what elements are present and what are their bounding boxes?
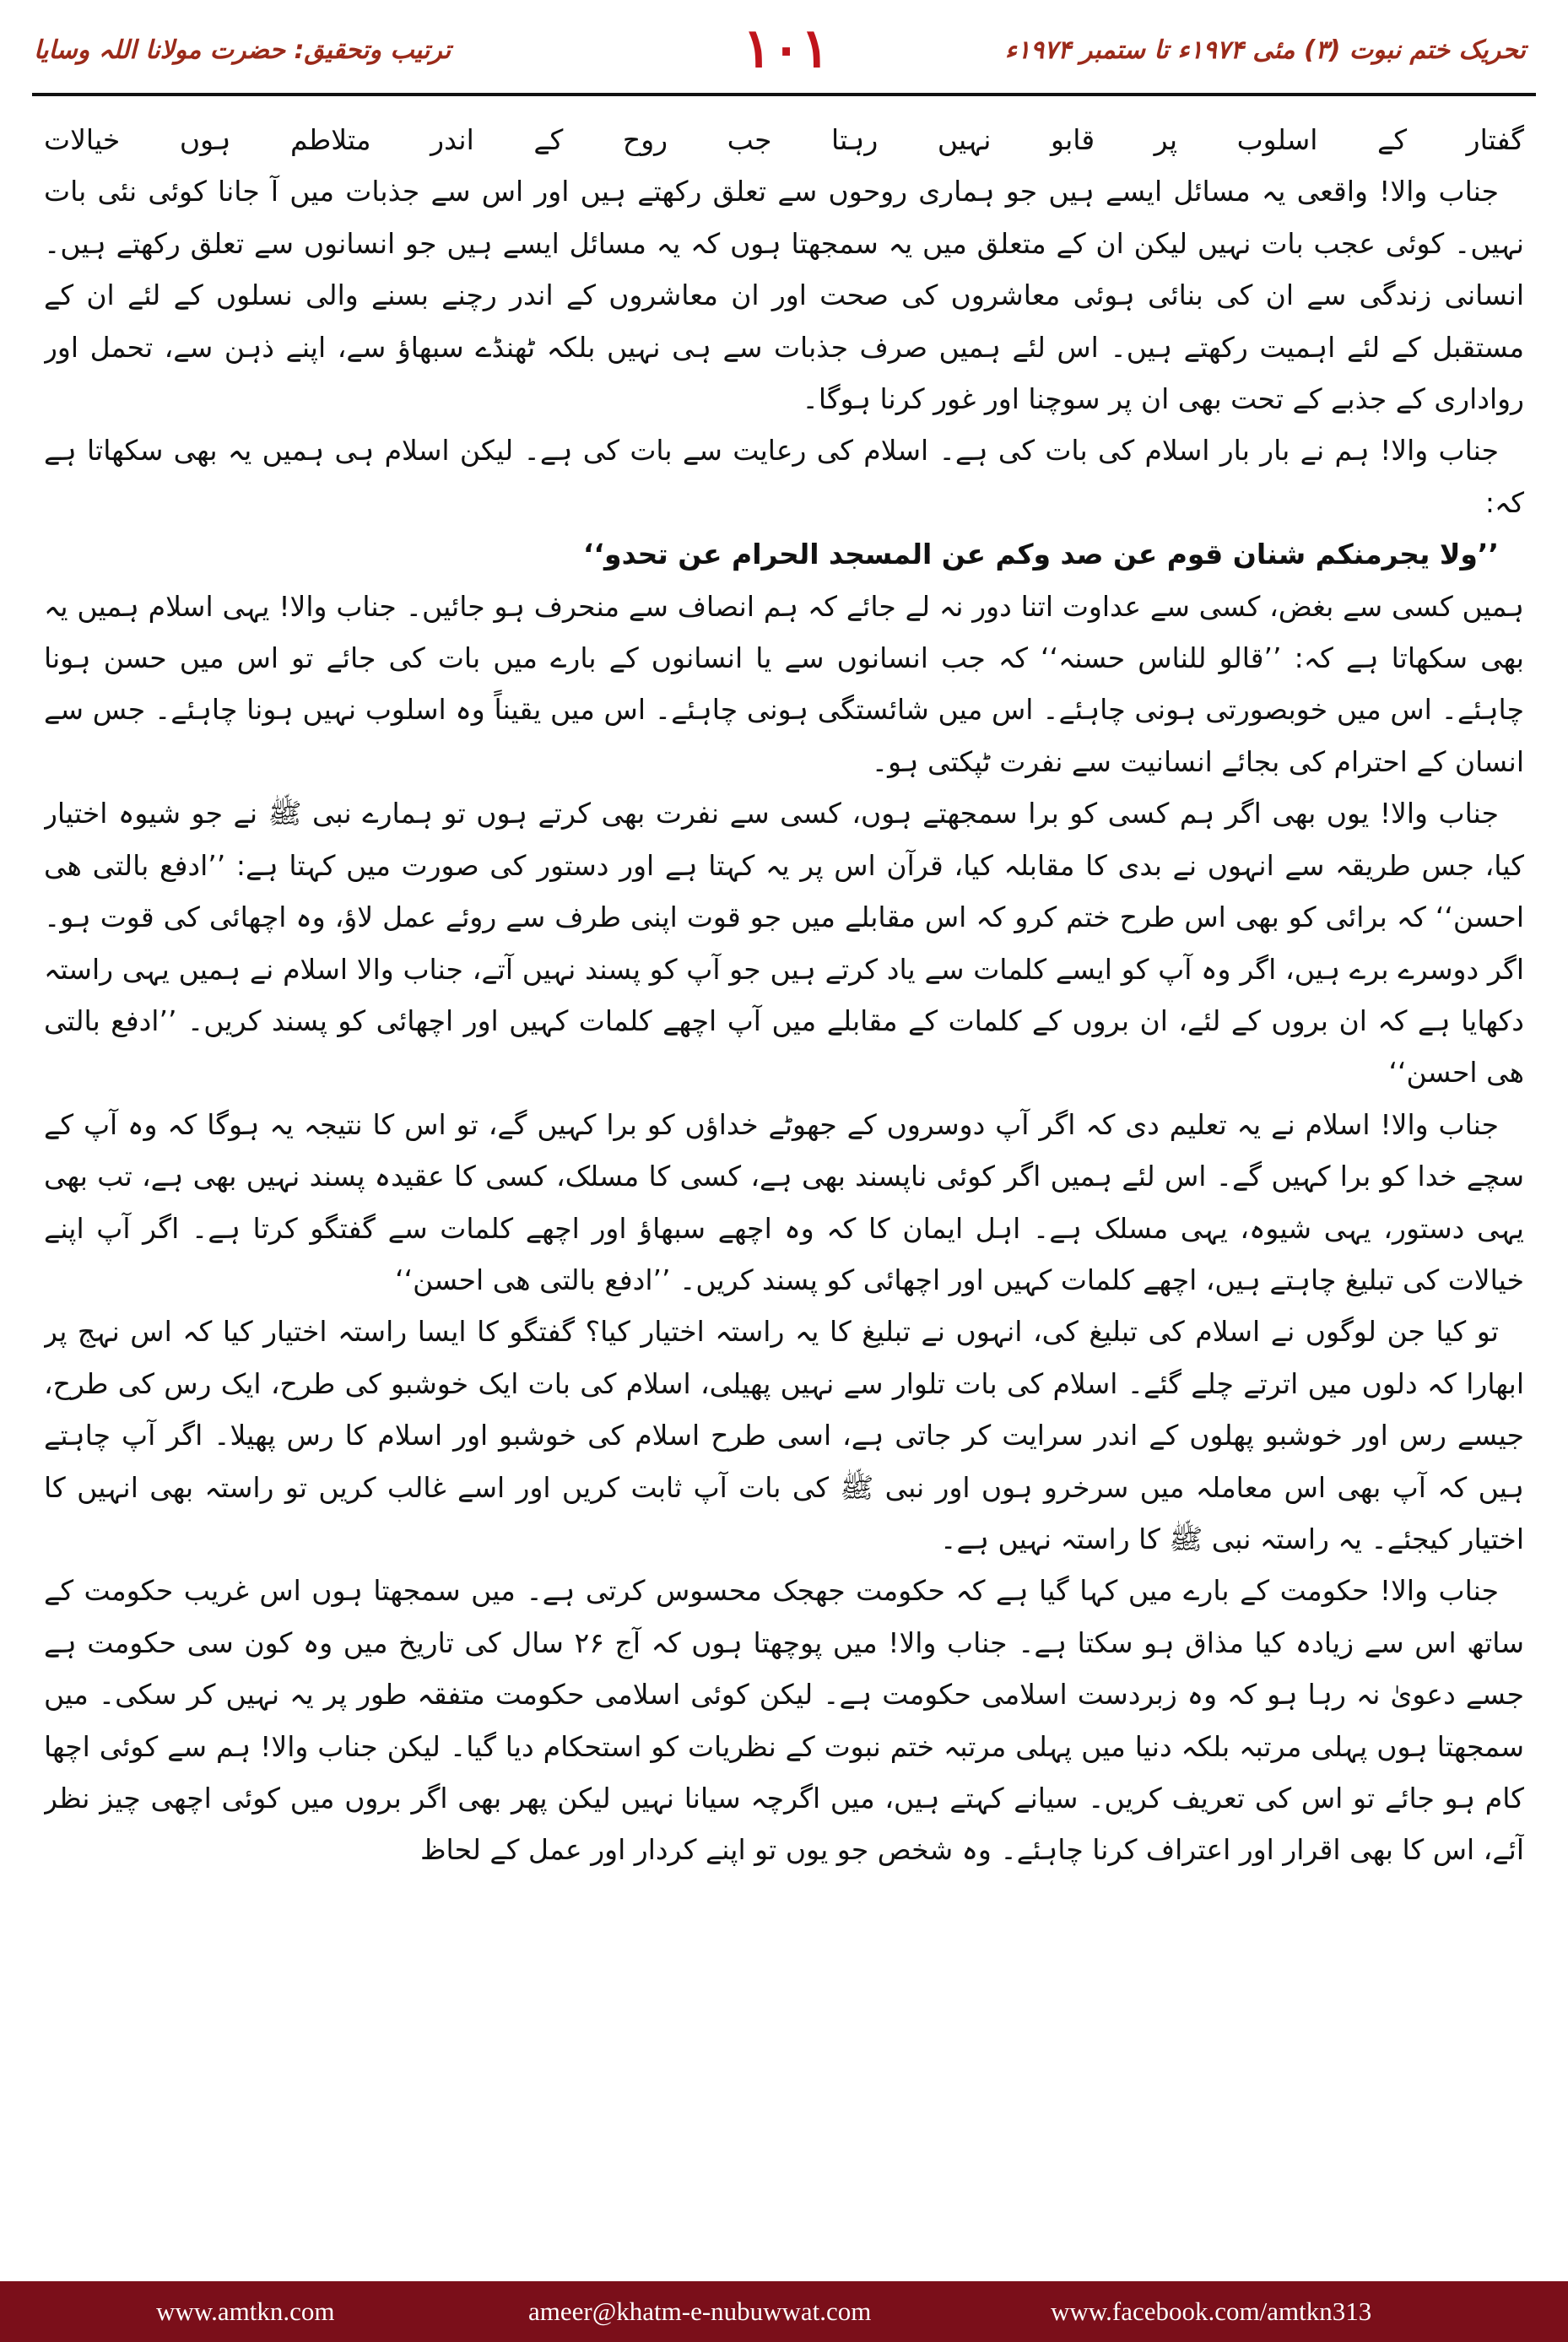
paragraph-1: جناب والا! واقعی یہ مسائل ایسے ہیں جو ہماری روحوں سے تعلق رکھتے ہیں اور اس سے جذبات میں آ جانا کوئی نئی بات نہیں۔ کوئی عجب بات نہیں لیکن ان کے متعلق میں یہ سمجھتا ہوں کہ یہ مسائل ایسے ہیں جو انسانوں سے تعلق رکھتے ہیں۔ انسانی زندگی سے ان کی بنائی ہوئی معاشروں کی صحت اور ان معاشروں کے اندر رچنے بسنے والی نسلوں کے لئے ان کے مستقبل کے لئے اہمیت رکھتے ہیں۔ اس لئے ہمیں صرف جذبات سے ہی نہیں بلکہ ٹھنڈے سبھاؤ سے، اپنے ذہن سے، تحمل اور رواداری کے جذبے کے تحت بھی ان پر سوچنا اور غور کرنا ہوگا۔ bbox=[44, 175, 1524, 416]
poetry-couplet: گفتار کے اسلوب پر قابو نہیں رہتا جب روح کے اندر متلاطم ہوں خیالات bbox=[44, 123, 1524, 156]
paragraph-5: جناب والا! اسلام نے یہ تعلیم دی کہ اگر آپ دوسروں کے جھوٹے خداؤں کو برا کہیں گے، تو اس کا نتیجہ یہ ہوگا کہ وہ آپ کے سچے خدا کو برا کہیں گے۔ اس لئے ہمیں اگر کوئی ناپسند بھی ہے، کسی کا مسلک، کسی کا عقیدہ پسند نہیں بھی ہے، تب بھی یہی دستور، یہی شیوہ، یہی مسلک ہے۔ اہل ایمان کا کہ وہ اچھے سبھاؤ اور اچھے کلمات سے گفتگو کرتا ہے۔ اگر آپ اپنے خیالات کی تبلیغ چاہتے ہیں، اچھے کلمات کہیں اور اچھائی کو پسند کریں۔ ’’ادفع بالتی ھی احسن‘‘ bbox=[44, 1107, 1524, 1296]
email-link[interactable]: ameer@khatm-e-nubuwwat.com bbox=[528, 2296, 872, 2326]
facebook-link[interactable]: www.facebook.com/amtkn313 bbox=[1051, 2296, 1372, 2326]
website-link[interactable]: www.amtkn.com bbox=[156, 2296, 335, 2326]
compiler-credit: ترتیب وتحقیق: حضرت مولانا اللہ وسایا bbox=[34, 35, 451, 65]
paragraph-7: جناب والا! حکومت کے بارے میں کہا گیا ہے کہ حکومت جھجک محسوس کرتی ہے۔ میں سمجھتا ہوں اس غریب حکومت کے ساتھ اس سے زیادہ کیا مذاق ہو سکتا ہے۔ جناب والا! میں پوچھتا ہوں کہ آج ۲۶ سال کی تاریخ میں وہ کون سی حکومت ہے جسے دعویٰ نہ رہا ہو کہ وہ زبردست اسلامی حکومت ہے۔ لیکن کوئی اسلامی حکومت متفقہ طور پر یہ نہیں کر سکی۔ میں سمجھتا ہوں پہلی مرتبہ بلکہ دنیا میں پہلی مرتبہ ختم نبوت کے نظریات کو استحکام دیا گیا۔ لیکن جناب والا! ہم سے کوئی اچھا کام ہو جائے تو اس کی تعریف کریں۔ سیانے کہتے ہیں، میں اگرچہ سیانا نہیں لیکن پھر بھی اگر بروں میں کوئی اچھی چیز نظر آئے، اس کا بھی اقرار اور اعتراف کرنا چاہئے۔ وہ شخص جو یوں تو اپنے کردار اور عمل کے لحاظ bbox=[44, 1574, 1524, 1867]
paragraph-4: جناب والا! یوں بھی اگر ہم کسی کو برا سمجھتے ہوں، کسی سے نفرت بھی کرتے ہوں تو ہمارے نبی ﷺ نے جو شیوہ اختیار کیا، جس طریقہ سے انہوں نے بدی کا مقابلہ کیا، قرآن اس پر یہ کہتا ہے اور دستور کی صورت میں کہتا ہے: ’’ادفع بالتی ھی احسن‘‘ کہ برائی کو بھی اس طرح ختم کرو کہ اس مقابلے میں جو قوت اپنی طرف سے روئے عمل لاؤ، وہ اچھائی کی قوت ہو۔ اگر دوسرے برے ہیں، اگر وہ آپ کو ایسے کلمات سے یاد کرتے ہیں جو آپ کو پسند نہیں آتے، جناب والا اسلام نے ہمیں یہی راستہ دکھایا ہے کہ ان بروں کے لئے، ان بروں کے کلمات کے مقابلے میں آپ اچھے کلمات کہیں اور اچھائی کو پسند کریں۔ ’’ادفع بالتی ھی احسن‘‘ bbox=[44, 797, 1524, 1090]
quranic-verse: ’’ولا یجرمنکم شنان قوم عن صد وکم عن المسجد الحرام عن تحدو‘‘ bbox=[582, 538, 1499, 571]
header-divider bbox=[32, 93, 1536, 96]
paragraph-6: تو کیا جن لوگوں نے اسلام کی تبلیغ کی، انہوں نے تبلیغ کا یہ راستہ اختیار کیا؟ گفتگو کا ایسا راستہ اختیار کیا کہ اس نہج پر ابھارا کہ دلوں میں اترتے چلے گئے۔ اسلام کی بات تلوار سے نہیں پھیلی، اسلام کی بات ایک خوشبو کی طرح، ایک رس کی طرح، جیسے رس اور خوشبو پھلوں کے اندر سرایت کر جاتی ہے، اسی طرح اسلام کی خوشبو اور اسلام کا رس پھیلا۔ اگر آپ چاہتے ہیں کہ آپ بھی اس معاملہ میں سرخرو ہوں اور نبی ﷺ کی بات آپ ثابت کریں اور اسے غالب کریں تو راستہ بھی انہیں کا اختیار کیجئے۔ یہ راستہ نبی ﷺ کا راستہ نہیں ہے۔ bbox=[44, 1315, 1524, 1555]
book-title: تحریک ختم نبوت (۳) مئی ۱۹۷۴ء تا ستمبر ۱۹۷۴ء bbox=[1004, 35, 1526, 65]
paragraph-2: جناب والا! ہم نے بار بار اسلام کی بات کی ہے۔ اسلام کی رعایت سے بات کی ہے۔ لیکن اسلام ہی ہمیں یہ بھی سکھاتا ہے کہ: bbox=[44, 434, 1524, 519]
page-footer bbox=[0, 2281, 1568, 2342]
page-body bbox=[44, 114, 1524, 2274]
paragraph-3: ہمیں کسی سے بغض، کسی سے عداوت اتنا دور نہ لے جائے کہ ہم انصاف سے منحرف ہو جائیں۔ جناب والا! یہی اسلام ہمیں یہ بھی سکھاتا ہے کہ: ’’قالو للناس حسنہ‘‘ کہ جب انسانوں سے یا انسانوں کے بارے میں بات کی جائے تو اس میں حسن ہونا چاہئے۔ اس میں خوبصورتی ہونی چاہئے۔ اس میں شائستگی ہونی چاہئے۔ اس میں یقیناً وہ اسلوب نہیں ہونا چاہئے۔ جس سے انسان کے احترام کی بجائے انسانیت سے نفرت ٹپکتی ہو۔ bbox=[44, 589, 1524, 778]
page-number: ۱۰۱ bbox=[743, 17, 830, 80]
page-header bbox=[0, 0, 1568, 100]
